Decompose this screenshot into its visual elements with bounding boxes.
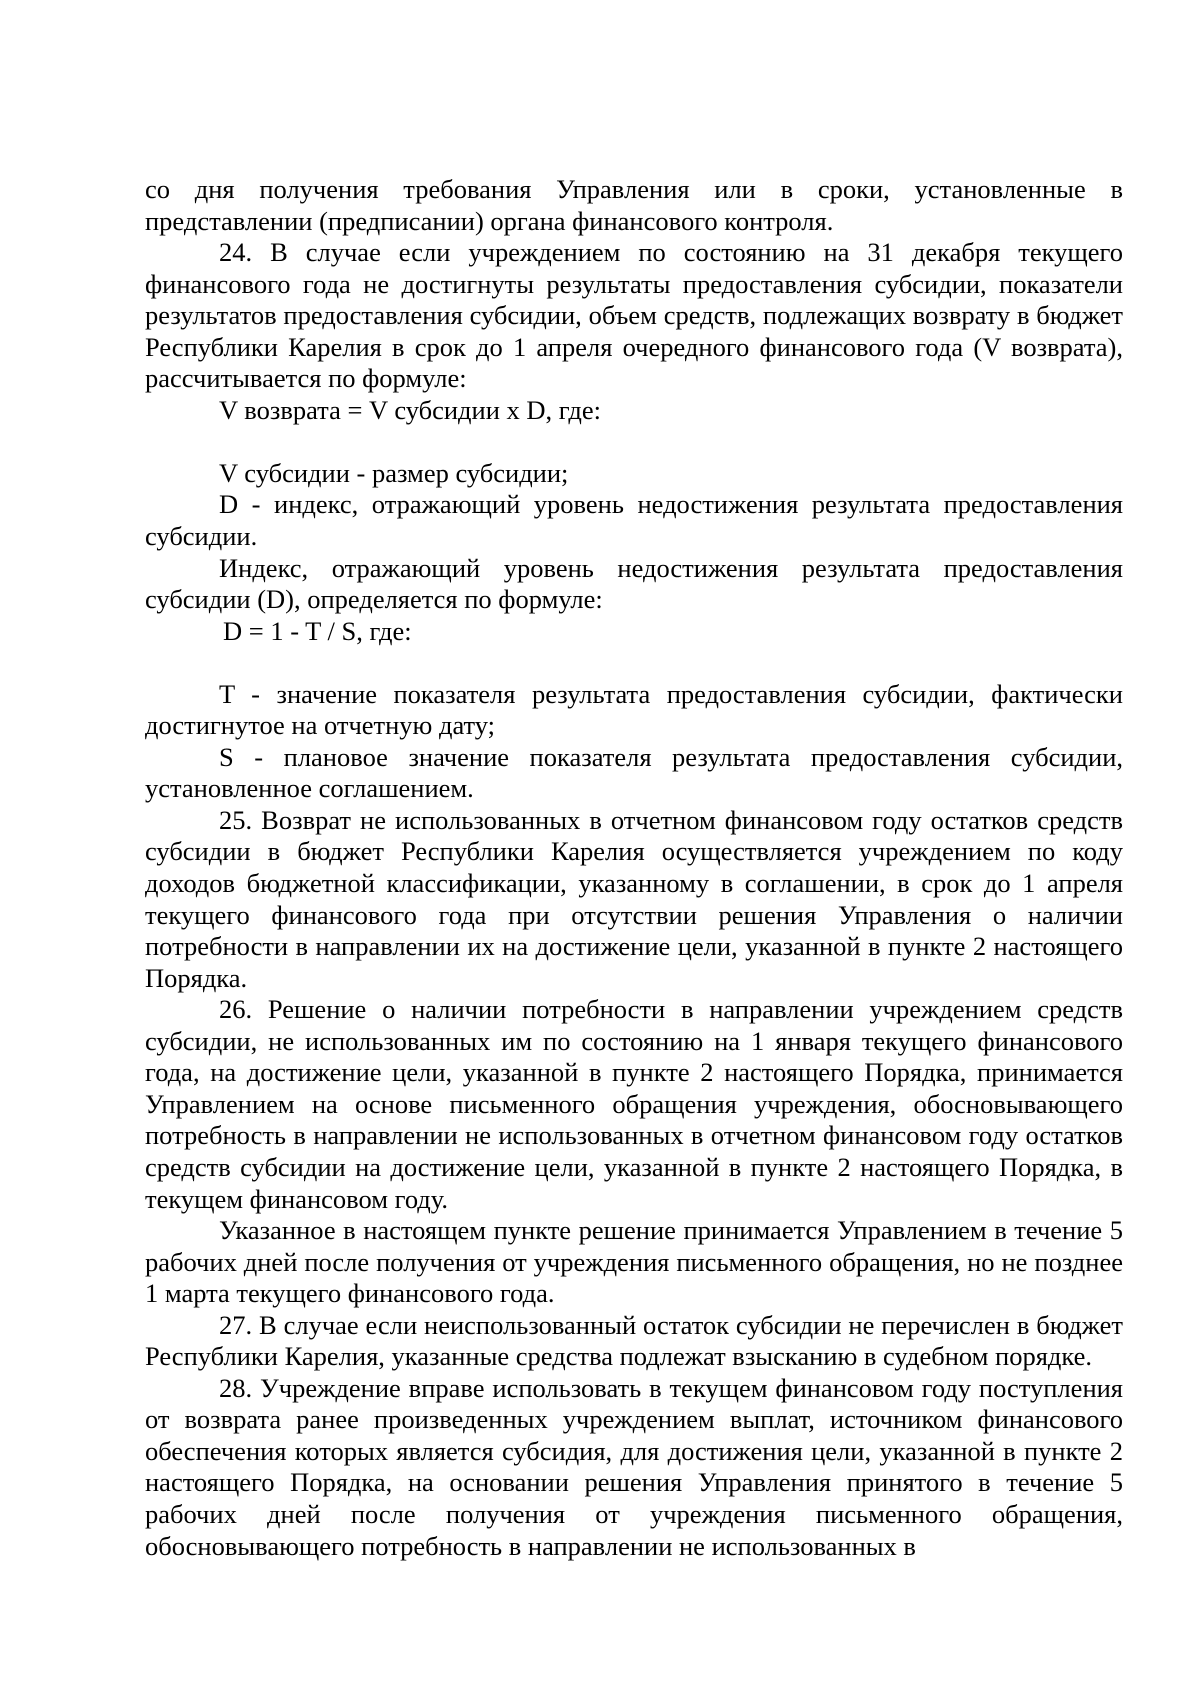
blank-line — [145, 647, 1123, 679]
paragraph-24: 24. В случае если учреждением по состоянию на 31 декабря текущего финансового года не достигнуты результаты предоставления субсидии, показатели результатов предоставления субсидии, объем средств, подлежащих возврату в бюджет Республики Карелия в срок до 1 апреля очередного финансового года (V возврата), рассчитывается по формуле: — [145, 237, 1123, 394]
definition-t: T - значение показателя результата предоставления субсидии, фактически достигнутое на отчетную дату; — [145, 678, 1123, 741]
paragraph-25: 25. Возврат не использованных в отчетном финансовом году остатков средств субсидии в бюджет Республики Карелия осуществляется учреждением по коду доходов бюджетной классификации, указанному в соглашении, в срок до 1 апреля текущего финансового года при отсутствии решения Управления о наличии потребности в направлении их на достижение цели, указанной в пункте 2 настоящего Порядка. — [145, 804, 1123, 993]
definition-s: S - плановое значение показателя результата предоставления субсидии, установленное соглашением. — [145, 741, 1123, 804]
paragraph-28: 28. Учреждение вправе использовать в текущем финансовом году поступления от возврата ранее произведенных учреждением выплат, источником финансового обеспечения которых является субсидия, для достижения цели, указанной в пункте 2 настоящего Порядка, на основании решения Управления принятого в течение 5 рабочих дней после получения от учреждения письменного обращения, обосновывающего потребность в направлении не использованных в — [145, 1372, 1123, 1561]
paragraph-index: Индекс, отражающий уровень недостижения результата предоставления субсидии (D), определяется по формуле: — [145, 552, 1123, 615]
paragraph-26-decision: Указанное в настоящем пункте решение принимается Управлением в течение 5 рабочих дней после получения от учреждения письменного обращения, но не позднее 1 марта текущего финансового года. — [145, 1215, 1123, 1309]
definition-v-subsidy: V субсидии - размер субсидии; — [219, 457, 569, 488]
definition-d: D - индекс, отражающий уровень недостижения результата предоставления субсидии. — [145, 489, 1123, 552]
formula-v-return: V возврата = V субсидии x D, где: — [219, 394, 601, 425]
paragraph-27: 27. В случае если неиспользованный остаток субсидии не перечислен в бюджет Республики Карелия, указанные средства подлежат взысканию в судебном порядке. — [145, 1309, 1123, 1372]
document-body — [145, 174, 1123, 1562]
paragraph-26: 26. Решение о наличии потребности в направлении учреждением средств субсидии, не использованных им по состоянию на 1 января текущего финансового года, на достижение цели, указанной в пункте 2 настоящего Порядка, принимается Управлением на основе письменного обращения учреждения, обосновывающего потребность в направлении не использованных в отчетном финансовом году остатков средств субсидии на достижение цели, указанной в пункте 2 настоящего Порядка, в текущем финансовом году. — [145, 994, 1123, 1214]
paragraph-continuation: со дня получения требования Управления или в сроки, установленные в представлении (предписании) органа финансового контроля. — [145, 174, 1123, 236]
blank-line — [145, 426, 1123, 458]
formula-d: D = 1 - T / S, где: — [223, 615, 412, 646]
